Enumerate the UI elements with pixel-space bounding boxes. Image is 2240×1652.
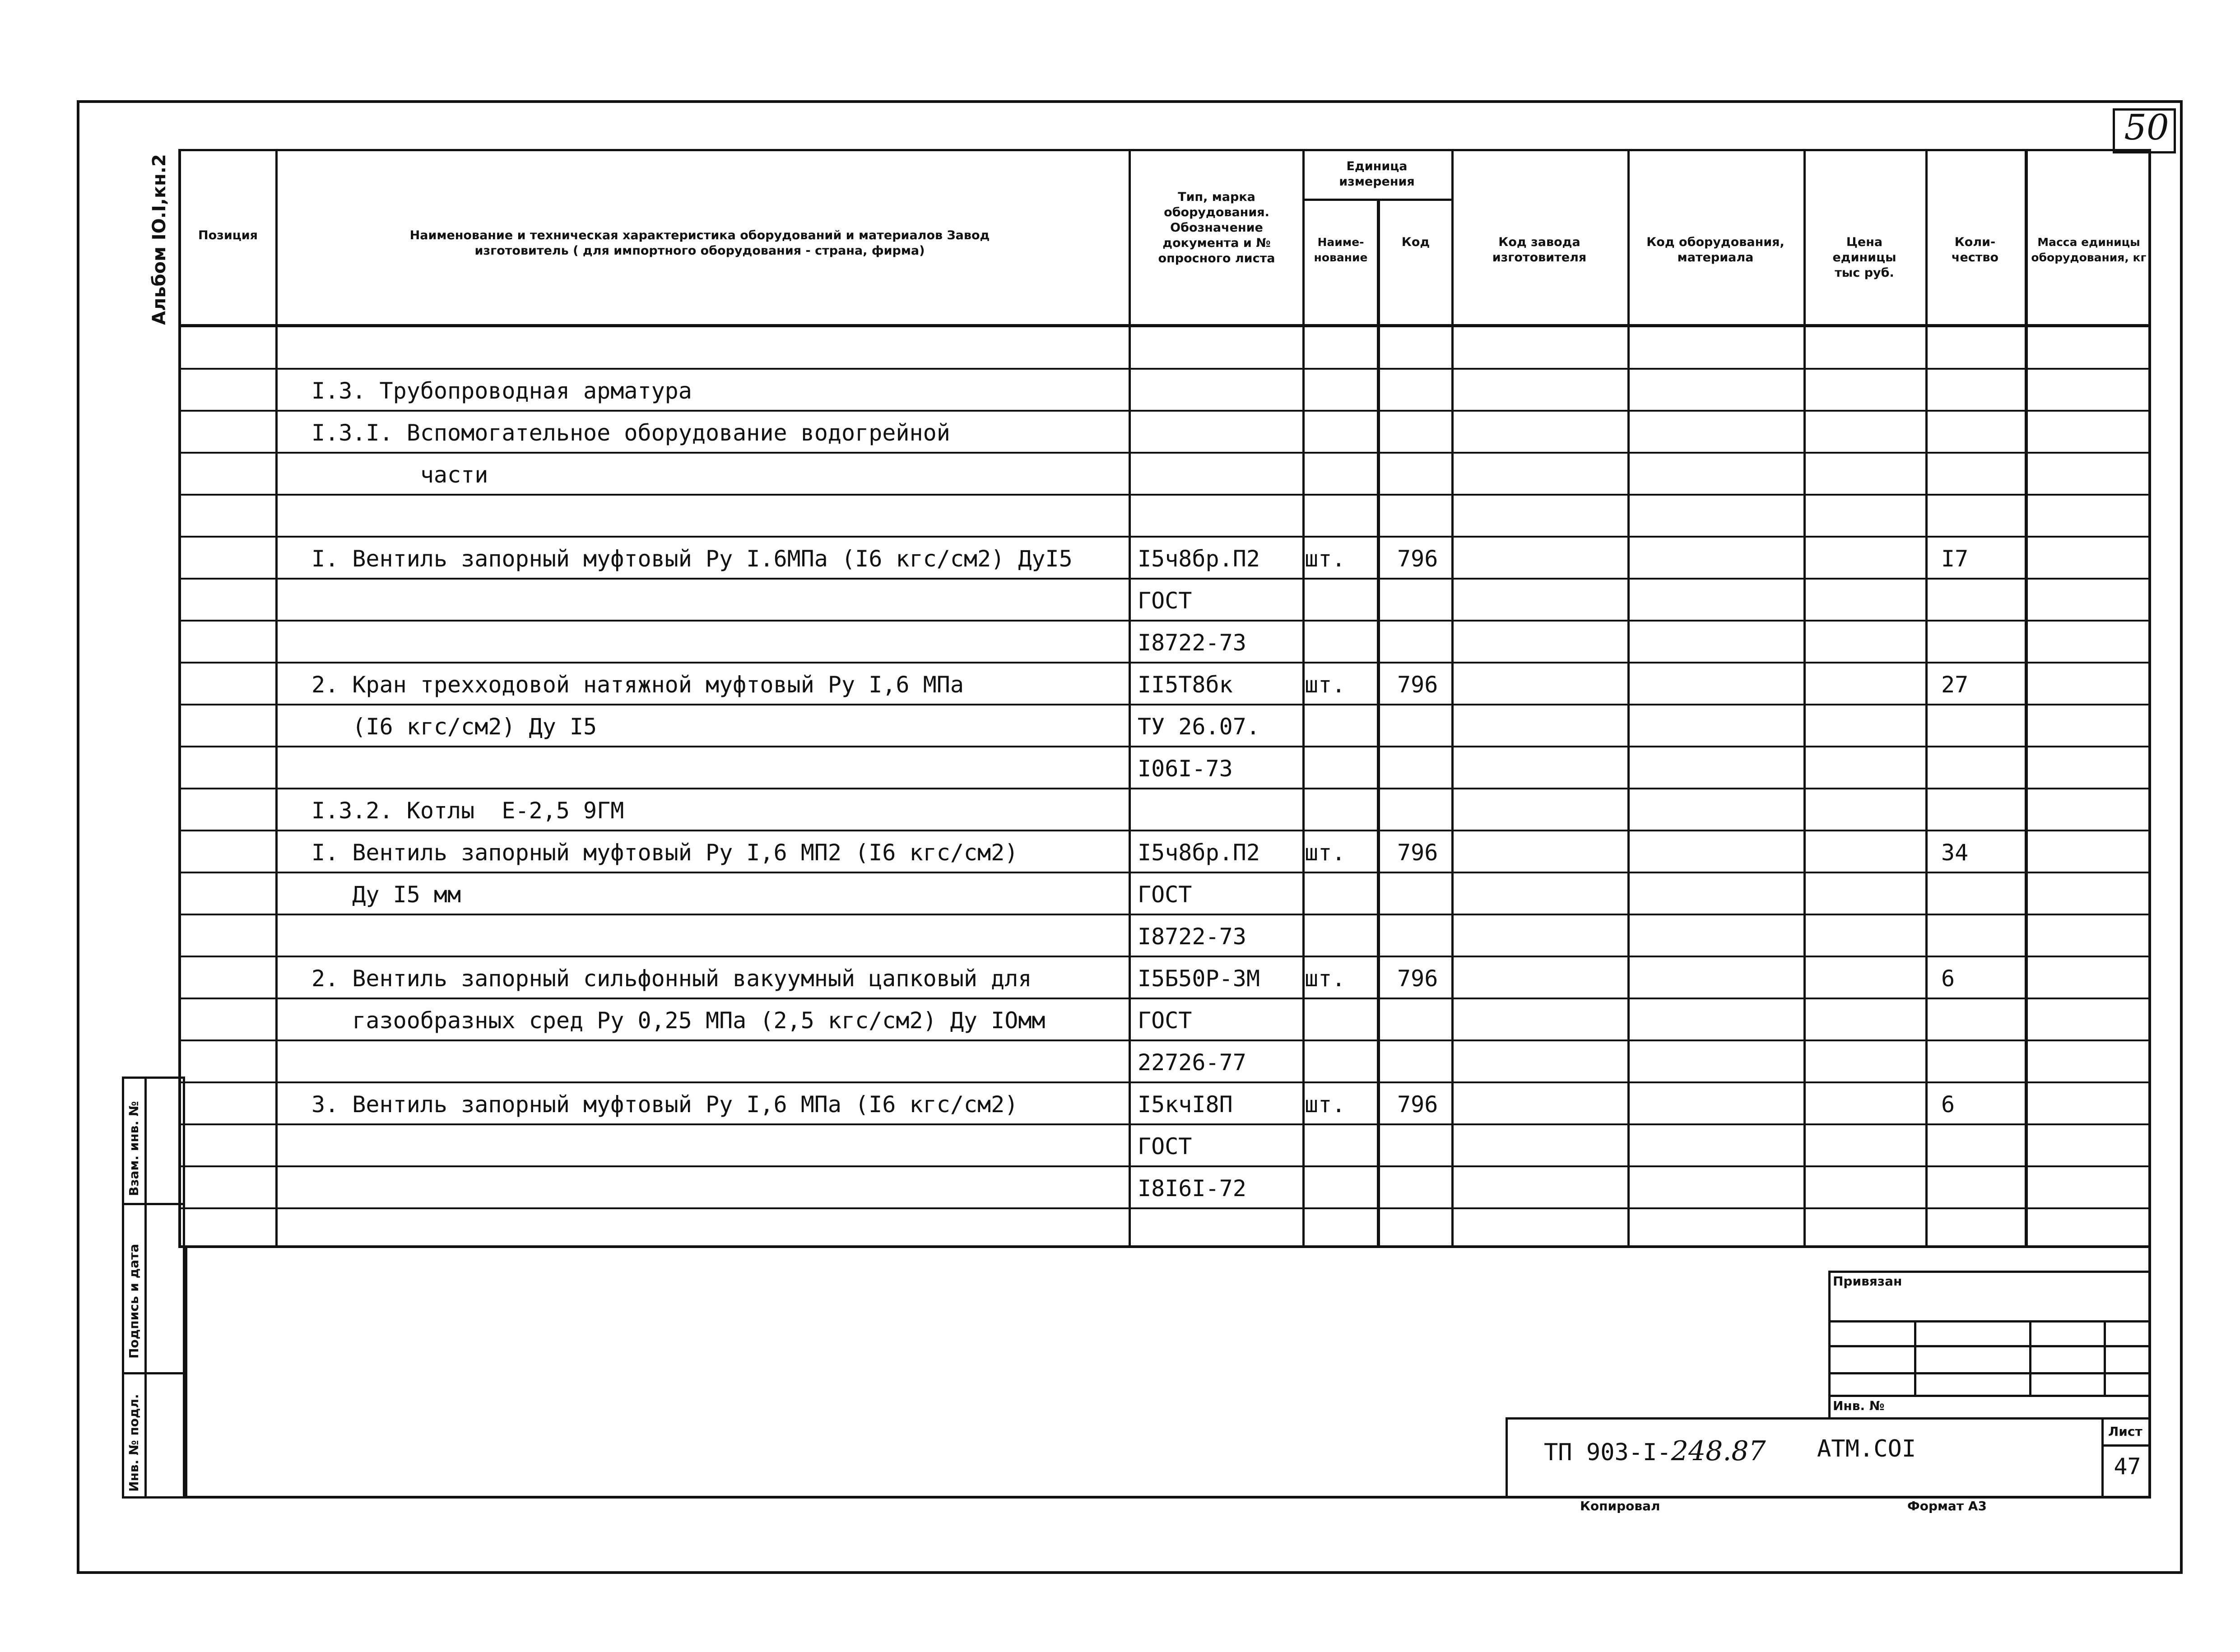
- page-number: 50: [2124, 107, 2169, 148]
- table-cell-type: I8722-73: [1138, 630, 1246, 656]
- header-unit-name: Наиме-нование: [1314, 236, 1368, 264]
- table-cell-name: I.3.2. Котлы Е-2,5 9ГМ: [311, 798, 624, 824]
- table-cell-name: 3. Вентиль запорный муфтовый Ру I,6 МПа (I6 кгс/см2): [311, 1091, 1018, 1118]
- side-podpis: Подпись и дата: [126, 1244, 141, 1359]
- header-unit-group: Единица измерения: [1339, 159, 1415, 189]
- table-cell-type: I5Б50Р-3М: [1138, 965, 1260, 992]
- sheet-label: Лист: [2108, 1424, 2142, 1439]
- header-equip-code: Код оборудования, материала: [1646, 235, 1785, 265]
- table-cell-name: I. Вентиль запорный муфтовый Ру I,6 МП2 (I6 кгс/см2): [311, 840, 1018, 866]
- header-name: Наименование и техническая характеристика оборудований и материалов Завод изготовитель ( для импортного оборудования - страна, фирма): [409, 228, 990, 258]
- table-cell-qty: 27: [1941, 672, 1969, 698]
- kopiroval-label: Копировал: [1580, 1499, 1660, 1513]
- table-cell-type: ТУ 26.07.: [1138, 714, 1260, 740]
- table-cell-unit: шт.: [1305, 546, 1346, 572]
- table-cell-type: I06I-73: [1138, 756, 1233, 782]
- row-divider: [178, 578, 2151, 580]
- table-cell-qty: 6: [1941, 1091, 1955, 1118]
- row-divider: [178, 494, 2151, 496]
- row-divider: [178, 662, 2151, 664]
- header-qty: Коли-чество: [1951, 235, 1999, 265]
- table-cell-name: I.3. Трубопроводная арматура: [311, 378, 692, 404]
- row-divider: [178, 872, 2151, 873]
- row-divider: [178, 788, 2151, 789]
- table-cell-type: I5ч8бр.П2: [1138, 546, 1260, 572]
- table-cell-name: I.3.I. Вспомогательное оборудование водогрейной: [311, 420, 950, 446]
- table-cell-type: ГОСТ: [1138, 588, 1192, 614]
- table-cell-name: Ду I5 мм: [311, 882, 461, 908]
- table-cell-name: газообразных сред Ру 0,25 МПа (2,5 кгс/см2) Ду IОмм: [311, 1007, 1046, 1034]
- row-divider: [178, 1039, 2151, 1041]
- table-cell-name: 2. Кран трехходовой натяжной муфтовый Ру I,6 МПа: [311, 672, 964, 698]
- row-divider: [178, 914, 2151, 915]
- table-cell-code: 796: [1397, 840, 1438, 866]
- header-position: Позиция: [198, 228, 258, 242]
- header-unit-code: Код: [1401, 235, 1430, 249]
- table-cell-type: ГОСТ: [1138, 882, 1192, 908]
- row-divider: [178, 410, 2151, 412]
- row-divider: [178, 1165, 2151, 1167]
- row-divider: [178, 830, 2151, 831]
- table-cell-unit: шт.: [1305, 840, 1346, 866]
- row-divider: [178, 452, 2151, 454]
- row-divider: [178, 1123, 2151, 1125]
- album-label: Альбом IO.I,кн.2: [149, 154, 170, 325]
- header-type: Тип, марка оборудования. Обозначение документа и № опросного листа: [1158, 190, 1275, 265]
- row-divider: [178, 1081, 2151, 1083]
- row-divider: [178, 998, 2151, 999]
- table-cell-qty: 6: [1941, 965, 1955, 992]
- table-cell-type: I8722-73: [1138, 923, 1246, 950]
- table-cell-type: ГОСТ: [1138, 1007, 1192, 1034]
- doc-code-typed: ТП 903-I-: [1544, 1439, 1671, 1466]
- row-divider: [178, 368, 2151, 370]
- row-divider: [178, 704, 2151, 705]
- doc-mark: АТМ.СОI: [1817, 1435, 1916, 1462]
- table-cell-qty: 34: [1941, 840, 1969, 866]
- table-cell-type: I5кчI8П: [1138, 1091, 1233, 1118]
- doc-code-handwritten: 248.87: [1671, 1435, 1766, 1467]
- table-cell-code: 796: [1397, 672, 1438, 698]
- table-cell-type: II5Т8бк: [1138, 672, 1233, 698]
- row-divider: [178, 620, 2151, 622]
- table-cell-name: I. Вентиль запорный муфтовый Ру I.6МПа (I6 кгс/см2) ДуI5: [311, 546, 1073, 572]
- row-divider: [178, 1207, 2151, 1209]
- side-inv-podl: Инв. № подл.: [126, 1394, 141, 1492]
- table-cell-unit: шт.: [1305, 965, 1346, 992]
- row-divider: [178, 956, 2151, 957]
- table-cell-type: I5ч8бр.П2: [1138, 840, 1260, 866]
- sheet-number: 47: [2114, 1453, 2141, 1480]
- table-cell-type: I8I6I-72: [1138, 1175, 1246, 1202]
- table-cell-code: 796: [1397, 1091, 1438, 1118]
- header-price: Цена единицы тыс руб.: [1832, 235, 1896, 280]
- table-cell-code: 796: [1397, 546, 1438, 572]
- table-cell-name: части: [311, 462, 488, 488]
- row-divider: [178, 746, 2151, 747]
- header-mass: Масса единицы оборудования, кг: [2031, 236, 2147, 264]
- side-vzam: Взам. инв. №: [126, 1101, 141, 1196]
- table-cell-unit: шт.: [1305, 1091, 1346, 1118]
- table-cell-qty: I7: [1941, 546, 1969, 572]
- format-label: Формат А3: [1907, 1499, 1987, 1513]
- table-cell-code: 796: [1397, 965, 1438, 992]
- table-cell-type: 22726-77: [1138, 1049, 1246, 1076]
- privyazan-label: Привязан: [1833, 1274, 1902, 1289]
- header-plant-code: Код завода изготовителя: [1492, 235, 1587, 265]
- inv-no-label: Инв. №: [1833, 1398, 1885, 1413]
- table-cell-unit: шт.: [1305, 672, 1346, 698]
- table-cell-type: ГОСТ: [1138, 1133, 1192, 1160]
- row-divider: [178, 536, 2151, 538]
- doc-code: [1544, 1435, 1766, 1467]
- table-cell-name: (I6 кгс/см2) Ду I5: [311, 714, 597, 740]
- table-cell-name: 2. Вентиль запорный сильфонный вакуумный цапковый для: [311, 965, 1032, 992]
